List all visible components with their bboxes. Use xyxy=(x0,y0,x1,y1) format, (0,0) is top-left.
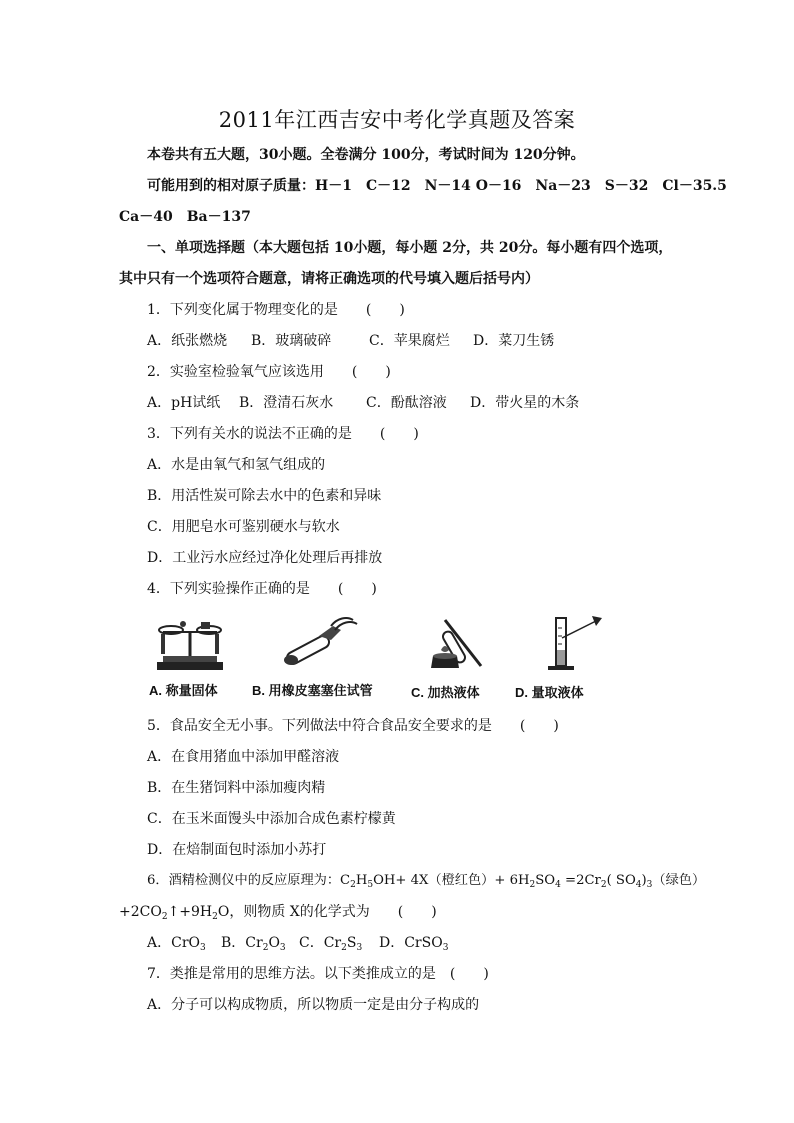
intro-line-2: 可能用到的相对原子质量：H－1 C－12 N－14 O－16 Na－23 S－32 Cl－35.5 xyxy=(147,178,727,194)
q6-option-c: C．$Cr_2S_3$ xyxy=(299,935,363,953)
q3-option-d: D．工业污水应经过净化处理后再排放 xyxy=(147,550,383,566)
section-heading-line-2: 其中只有一个选项符合题意，请将正确选项的代号填入题后括号内） xyxy=(119,271,539,287)
q7-option-a: A．分子可以构成物质，所以物质一定是由分子构成的 xyxy=(147,997,480,1013)
balance-icon xyxy=(153,618,228,673)
q4-caption-d: D. 量取液体 xyxy=(515,685,584,700)
q1-option-c: C．苹果腐烂 xyxy=(369,333,450,349)
q2-option-d: D．带火星的木条 xyxy=(470,395,580,411)
q6-option-a: A．CrO$_3$ xyxy=(147,935,206,953)
q6-options xyxy=(147,934,448,957)
intro-line-3: Ca－40 Ba－137 xyxy=(119,209,251,225)
q6-option-d: D．CrSO$_3$ xyxy=(379,935,449,953)
section-heading-line-1: 一、单项选择题（本大题包括 10小题，每小题 2分，共 20分。每小题有四个选项， xyxy=(147,240,673,256)
q3-option-a: A．水是由氧气和氢气组成的 xyxy=(147,457,326,473)
q4-caption-b: B. 用橡皮塞塞住试管 xyxy=(252,683,373,698)
q7-stem: 7．类推是常用的思维方法。以下类推成立的是 ( ) xyxy=(147,966,489,982)
q1-option-b: B．玻璃破碎 xyxy=(251,333,332,349)
intro-line-1: 本卷共有五大题，30小题。全卷满分 100分，考试时间为 120分钟。 xyxy=(147,147,585,163)
q1-option-a: A．纸张燃烧 xyxy=(147,333,228,349)
q2-option-a: A．pH试纸 xyxy=(147,395,221,411)
q1-options xyxy=(147,332,554,350)
q3-stem: 3．下列有关水的说法不正确的是 ( ) xyxy=(147,426,419,442)
q5-option-d: D．在焙制面包时添加小苏打 xyxy=(147,842,327,858)
q2-option-b: B．澄清石灰水 xyxy=(239,395,334,411)
q1-option-d: D．菜刀生锈 xyxy=(473,333,555,349)
q2-options xyxy=(147,394,579,412)
q6-option-b: B．$Cr_2O_3$ xyxy=(221,935,286,953)
q4-stem: 4．下列实验操作正确的是 ( ) xyxy=(147,581,377,597)
q5-option-c: C．在玉米面馒头中添加合成色素柠檬黄 xyxy=(147,811,396,827)
test-tube-stopper-icon xyxy=(275,614,365,674)
q5-option-a: A．在食用猪血中添加甲醛溶液 xyxy=(147,749,340,765)
q4-caption-a: A. 称量固体 xyxy=(149,683,218,698)
q6-stem-line-2: $+2CO_2↑+9H_2O$，则物质 X的化学式为 ( ) xyxy=(119,904,437,922)
q4-caption-c: C. 加热液体 xyxy=(411,685,480,700)
q2-option-c: C．酚酞溶液 xyxy=(366,395,447,411)
q3-option-c: C．用肥皂水可鉴别硬水与软水 xyxy=(147,519,340,535)
q1-stem: 1．下列变化属于物理变化的是 ( ) xyxy=(147,302,405,318)
q5-option-b: B．在生猪饲料中添加瘦肉精 xyxy=(147,780,326,796)
q3-option-b: B．用活性炭可除去水中的色素和异味 xyxy=(147,488,382,504)
q4-figure xyxy=(145,612,625,704)
page-title: 2011年江西吉安中考化学真题及答案 xyxy=(218,108,576,132)
graduated-cylinder-icon xyxy=(540,610,610,674)
q5-stem: 5．食品安全无小事。下列做法中符合食品安全要求的是 ( ) xyxy=(147,718,559,734)
q2-stem: 2．实验室检验氧气应该选用 ( ) xyxy=(147,364,391,380)
q6-stem-line-1: 6．酒精检测仪中的反应原理为：$C_2H_5OH+ 4X$（橙红色）+ $6H_2SO_4 =2Cr_2$( $SO_4)_3$（绿色） xyxy=(147,873,706,890)
alcohol-lamp-icon xyxy=(415,612,495,674)
